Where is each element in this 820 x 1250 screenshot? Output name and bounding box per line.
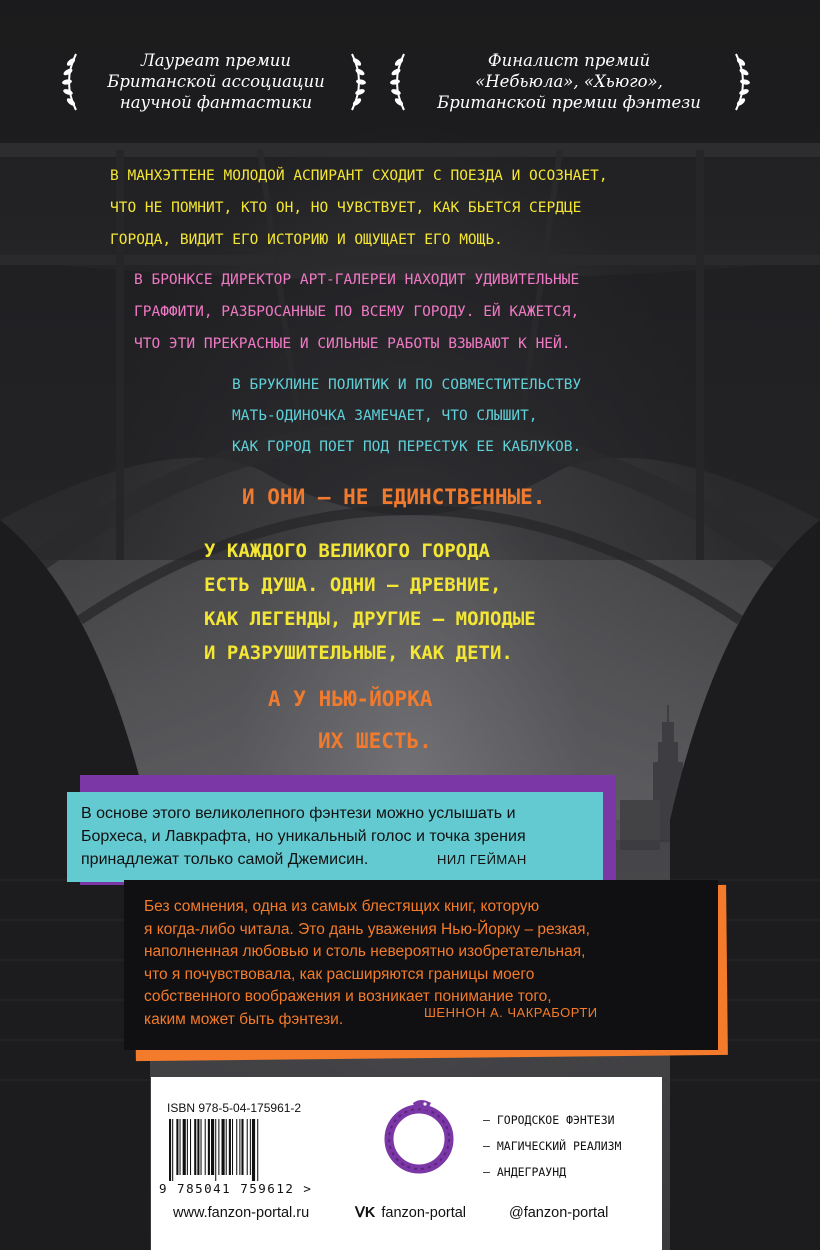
award-left-line: научной фантастики (119, 93, 313, 112)
blurb-line: И РАЗРУШИТЕЛЬНЫЕ, КАК ДЕТИ. (204, 642, 513, 664)
blurb-brooklyn (232, 370, 581, 463)
quote-line: каким может быть фэнтези. (144, 1010, 344, 1028)
genre-item: – МАГИЧЕСКИЙ РЕАЛИЗМ (483, 1139, 622, 1153)
barcode-bar (176, 1119, 178, 1175)
laurel-right-left-icon (388, 52, 410, 112)
blurb-manhattan (110, 160, 608, 256)
vk-icon: ᐯK (355, 1205, 376, 1221)
blurb-bronx (134, 264, 579, 360)
barcode-bar (183, 1119, 186, 1175)
vk-link[interactable] (355, 1205, 466, 1221)
barcode-digits: 9 785041 759612 > (159, 1181, 313, 1196)
blurb-line: В БРОНКСЕ ДИРЕКТОР АРТ-ГАЛЕРЕИ НАХОДИТ УДИВИТЕЛЬНЫЕ (134, 272, 580, 288)
vk-handle: fanzon-portal (381, 1205, 467, 1221)
quote-line: я когда-либо читала. Это дань уважения Нью-Йорку – резкая, (144, 920, 590, 938)
blurb-line: КАК ГОРОД ПОЕТ ПОД ПЕРЕСТУК ЕЕ КАБЛУКОВ. (232, 439, 582, 455)
quote-line: В основе этого великолепного фэнтези можно услышать и (81, 805, 516, 822)
barcode-bar (226, 1119, 227, 1175)
barcode-bar (252, 1119, 255, 1181)
barcode-bar (197, 1119, 199, 1175)
blurb-soul (204, 534, 536, 670)
barcode-bar (172, 1119, 173, 1181)
website-link[interactable]: www.fanzon-portal.ru (173, 1205, 310, 1221)
blurb-new-york (268, 678, 432, 762)
barcode-bar (205, 1119, 206, 1175)
social-handle-link[interactable]: @fanzon-portal (509, 1205, 609, 1221)
award-left (90, 50, 342, 113)
blurb-line: ГРАФФИТИ, РАЗБРОСАННЫЕ ПО ВСЕМУ ГОРОДУ. ЕЙ КАЖЕТСЯ, (134, 304, 580, 320)
blurb-line: А У НЬЮ-ЙОРКА (268, 687, 433, 711)
barcode-bar (222, 1119, 225, 1175)
award-right-line: Британской премии фэнтези (437, 93, 701, 112)
isbn-label: ISBN 978-5-04-175961-2 (167, 1101, 302, 1115)
blurb-line: КАК ЛЕГЕНДЫ, ДРУГИЕ – МОЛОДЫЕ (204, 608, 536, 630)
barcode-bar (239, 1119, 240, 1175)
barcode-bar (187, 1119, 188, 1175)
quote-line: Без сомнения, одна из самых блестящих книг, которую (144, 898, 540, 915)
laurel-right-icon (730, 52, 752, 112)
barcode-bar (215, 1119, 216, 1181)
barcode-bar (180, 1119, 181, 1175)
barcode-bar (241, 1119, 243, 1175)
blurb-line: МАТЬ-ОДИНОЧКА ЗАМЕЧАЕТ, ЧТО СЛЫШИТ, (232, 408, 538, 424)
ouroboros-logo-icon (377, 1095, 461, 1179)
genre-list (483, 1107, 621, 1185)
quote-gaiman (67, 792, 603, 882)
blurb-line: В БРУКЛИНЕ ПОЛИТИК И ПО СОВМЕСТИТЕЛЬСТВУ (232, 377, 582, 393)
blurb-line: ГОРОДА, ВИДИТ ЕГО ИСТОРИЮ И ОЩУЩАЕТ ЕГО МОЩЬ. (110, 232, 503, 248)
barcode-bar (208, 1119, 210, 1175)
quote-author: НИЛ ГЕЙМАН (437, 852, 527, 867)
quote-line: Борхеса, и Лавкрафта, но уникальный голос и точка зрения (81, 828, 526, 845)
barcode-bar (194, 1119, 196, 1175)
blurb-line: ИХ ШЕСТЬ. (318, 729, 432, 753)
quote-author: ШЕННОН А. ЧАКРАБОРТИ (424, 1005, 598, 1020)
barcode-bar (218, 1119, 219, 1175)
barcode-bar (229, 1119, 231, 1175)
blurb-line: ЧТО ЭТИ ПРЕКРАСНЫЕ И СИЛЬНЫЕ РАБОТЫ ВЗЫВАЮТ К НЕЙ. (134, 336, 571, 352)
barcode-bar (169, 1119, 171, 1181)
blurb-line: ЧТО НЕ ПОМНИТ, КТО ОН, НО ЧУВСТВУЕТ, КАК БЬЕТСЯ СЕРДЦЕ (110, 200, 582, 216)
barcode-bar (211, 1119, 214, 1175)
blurb-line: И ОНИ – НЕ ЕДИНСТВЕННЫЕ. (242, 485, 546, 509)
award-left-line: Лауреат премии (140, 51, 292, 70)
genre-item: – ГОРОДСКОЕ ФЭНТЕЗИ (483, 1113, 615, 1127)
quote-chakraborty (124, 880, 718, 1050)
award-right-line: Финалист премий (487, 51, 651, 70)
quote-line: что я почувствовала, как расширяются границы моего (144, 965, 535, 983)
barcode-bar (190, 1119, 191, 1175)
laurel-left-icon (60, 52, 82, 112)
quote-line: принадлежат только самой Джемисин. (81, 851, 369, 868)
barcode-bar (250, 1119, 251, 1175)
blurb-not-alone (242, 480, 545, 514)
award-right (410, 50, 728, 113)
barcode-bar (257, 1119, 258, 1181)
blurb-line: У КАЖДОГО ВЕЛИКОГО ГОРОДА (204, 540, 490, 562)
laurel-left-right-icon (346, 52, 368, 112)
award-left-line: Британской ассоциации (107, 72, 325, 91)
info-box (151, 1077, 662, 1250)
quote-line: собственного воображения и возникает понимание того, (144, 988, 552, 1005)
quote-line: наполненная любовью и столь невероятно изобретательная, (144, 943, 586, 960)
barcode-bar (236, 1119, 237, 1175)
award-right-line: «Небьюла», «Хьюго», (475, 72, 663, 91)
barcode-bar (232, 1119, 233, 1175)
genre-item: – АНДЕГРАУНД (483, 1165, 567, 1179)
barcode-bar (247, 1119, 248, 1175)
barcode-bar (201, 1119, 202, 1175)
barcode-icon (167, 1119, 327, 1181)
blurb-line: ЕСТЬ ДУША. ОДНИ – ДРЕВНИЕ, (204, 574, 502, 596)
blurb-line: В МАНХЭТТЕНЕ МОЛОДОЙ АСПИРАНТ СХОДИТ С ПОЕЗДА И ОСОЗНАЕТ, (110, 168, 608, 184)
